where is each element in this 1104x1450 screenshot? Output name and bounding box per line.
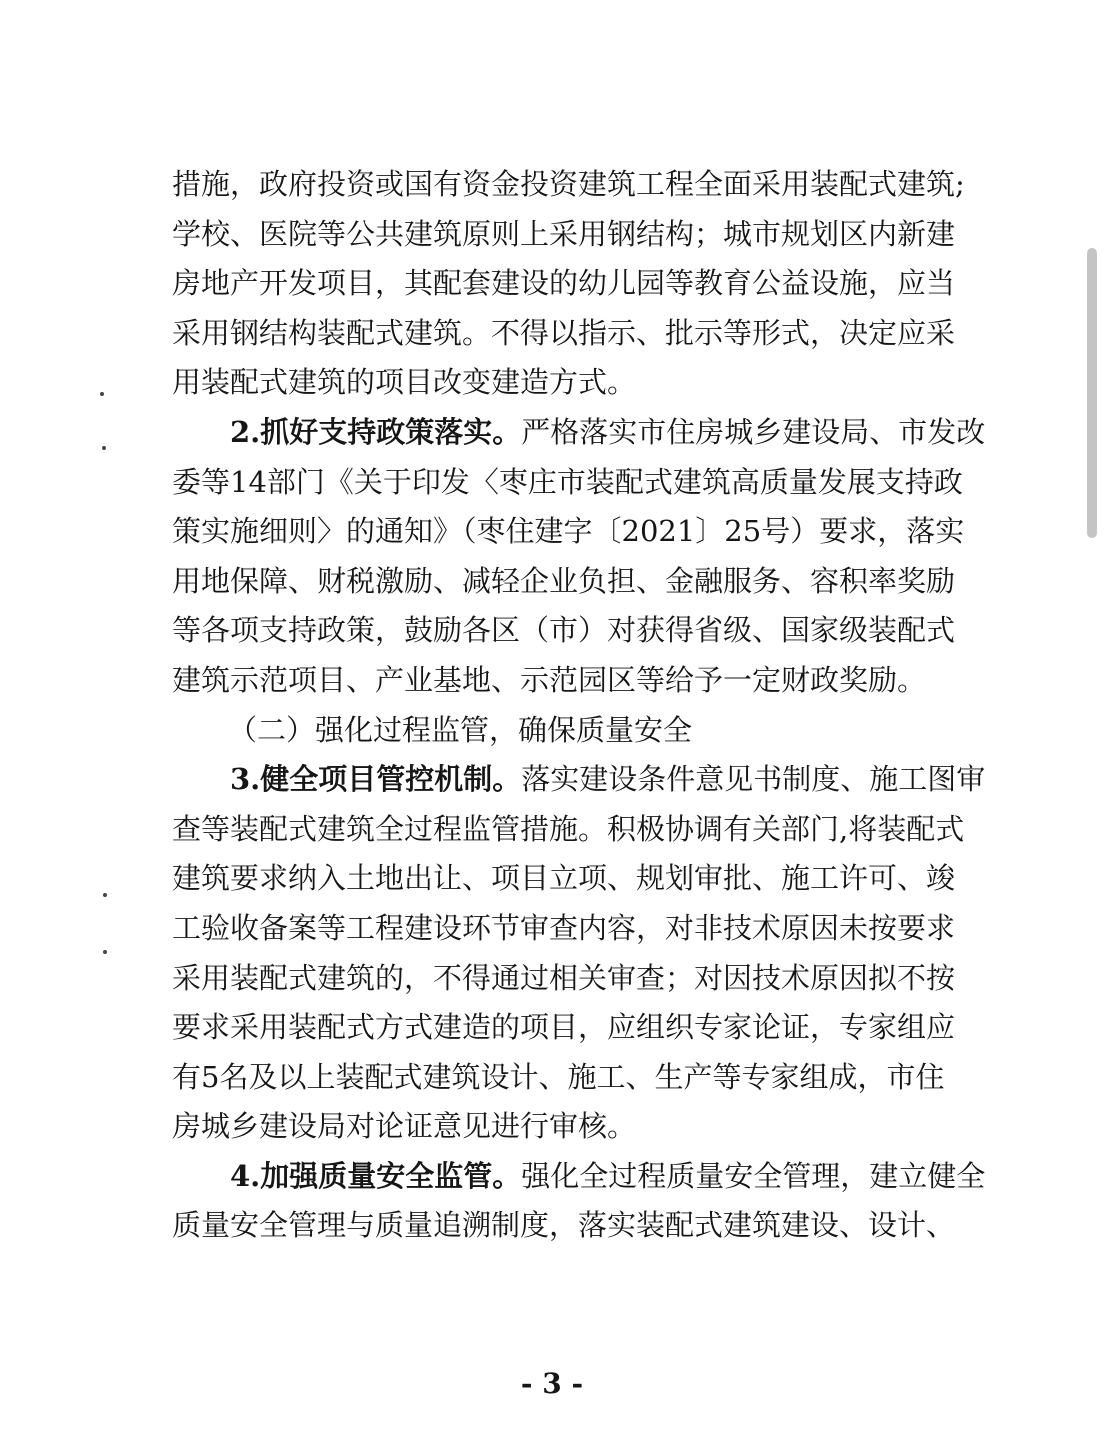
page-number: - 3 - xyxy=(520,1367,584,1400)
item-text: 严格落实市住房城乡建设局、市发改 xyxy=(521,414,986,449)
text-line: 房地产开发项目，其配套建设的幼儿园等教育公益设施，应当 xyxy=(172,266,956,301)
text-line: 建筑要求纳入土地出让、项目立项、规划审批、施工许可、竣 xyxy=(172,861,956,896)
item-text: 强化全过程质量安全管理，建立健全 xyxy=(521,1158,986,1193)
item-text: 落实建设条件意见书制度、施工图审 xyxy=(521,762,986,797)
text-line: 采用装配式建筑的，不得通过相关审查；对因技术原因拟不按 xyxy=(172,960,956,995)
scan-speck xyxy=(103,893,107,897)
scrollbar-thumb[interactable] xyxy=(1087,248,1097,538)
section-heading-2 xyxy=(172,706,932,756)
item-heading: 4.加强质量安全监管。 xyxy=(230,1158,522,1193)
paragraph-item-3 xyxy=(172,755,986,1152)
text-line xyxy=(172,1152,986,1202)
document-body xyxy=(172,160,986,1251)
scan-speck xyxy=(103,950,107,954)
text-line: 等各项支持政策，鼓励各区（市）对获得省级、国家级装配式 xyxy=(172,613,956,648)
text-line: 建筑示范项目、产业基地、示范园区等给予一定财政奖励。 xyxy=(172,662,927,697)
text-line: 用装配式建筑的项目改变建造方式。 xyxy=(172,365,637,400)
text-line xyxy=(172,755,986,805)
text-line: 措施，政府投资或国有资金投资建筑工程全面采用装配式建筑; xyxy=(172,167,965,201)
text-line: 学校、医院等公共建筑原则上采用钢结构；城市规划区内新建 xyxy=(172,216,956,251)
scan-speck xyxy=(100,392,104,396)
item-heading: 3.健全项目管控机制。 xyxy=(230,762,522,797)
scan-speck xyxy=(102,446,106,450)
paragraph-item-2 xyxy=(172,408,986,706)
text-line: 工验收备案等工程建设环节审查内容，对非技术原因未按要求 xyxy=(172,910,956,945)
text-line: 用地保障、财税激励、减轻企业负担、金融服务、容积率奖励 xyxy=(172,563,956,598)
paragraph-continued xyxy=(172,160,965,408)
item-heading: 2.抓好支持政策落实。 xyxy=(230,414,522,449)
section-title: （二）强化过程监管，确保质量安全 xyxy=(228,712,693,747)
text-line: 房城乡建设局对论证意见进行审核。 xyxy=(172,1109,637,1144)
text-line: 采用钢结构装配式建筑。不得以指示、批示等形式，决定应采 xyxy=(172,315,956,350)
text-line xyxy=(172,408,986,458)
text-line: 策实施细则〉的通知》（枣住建字〔2021〕25号）要求，落实 xyxy=(172,514,965,549)
text-line: 要求采用装配式方式建造的项目，应组织专家论证，专家组应 xyxy=(172,1010,956,1045)
paragraph-item-4 xyxy=(172,1152,986,1251)
text-line: 有5名及以上装配式建筑设计、施工、生产等专家组成，市住 xyxy=(172,1059,945,1094)
text-line: 查等装配式建筑全过程监管措施。积极协调有关部门,将装配式 xyxy=(172,811,965,846)
text-line: 委等14部门《关于印发〈枣庄市装配式建筑高质量发展支持政 xyxy=(172,464,963,499)
text-line: 质量安全管理与质量追溯制度，落实装配式建筑建设、设计、 xyxy=(172,1208,956,1243)
